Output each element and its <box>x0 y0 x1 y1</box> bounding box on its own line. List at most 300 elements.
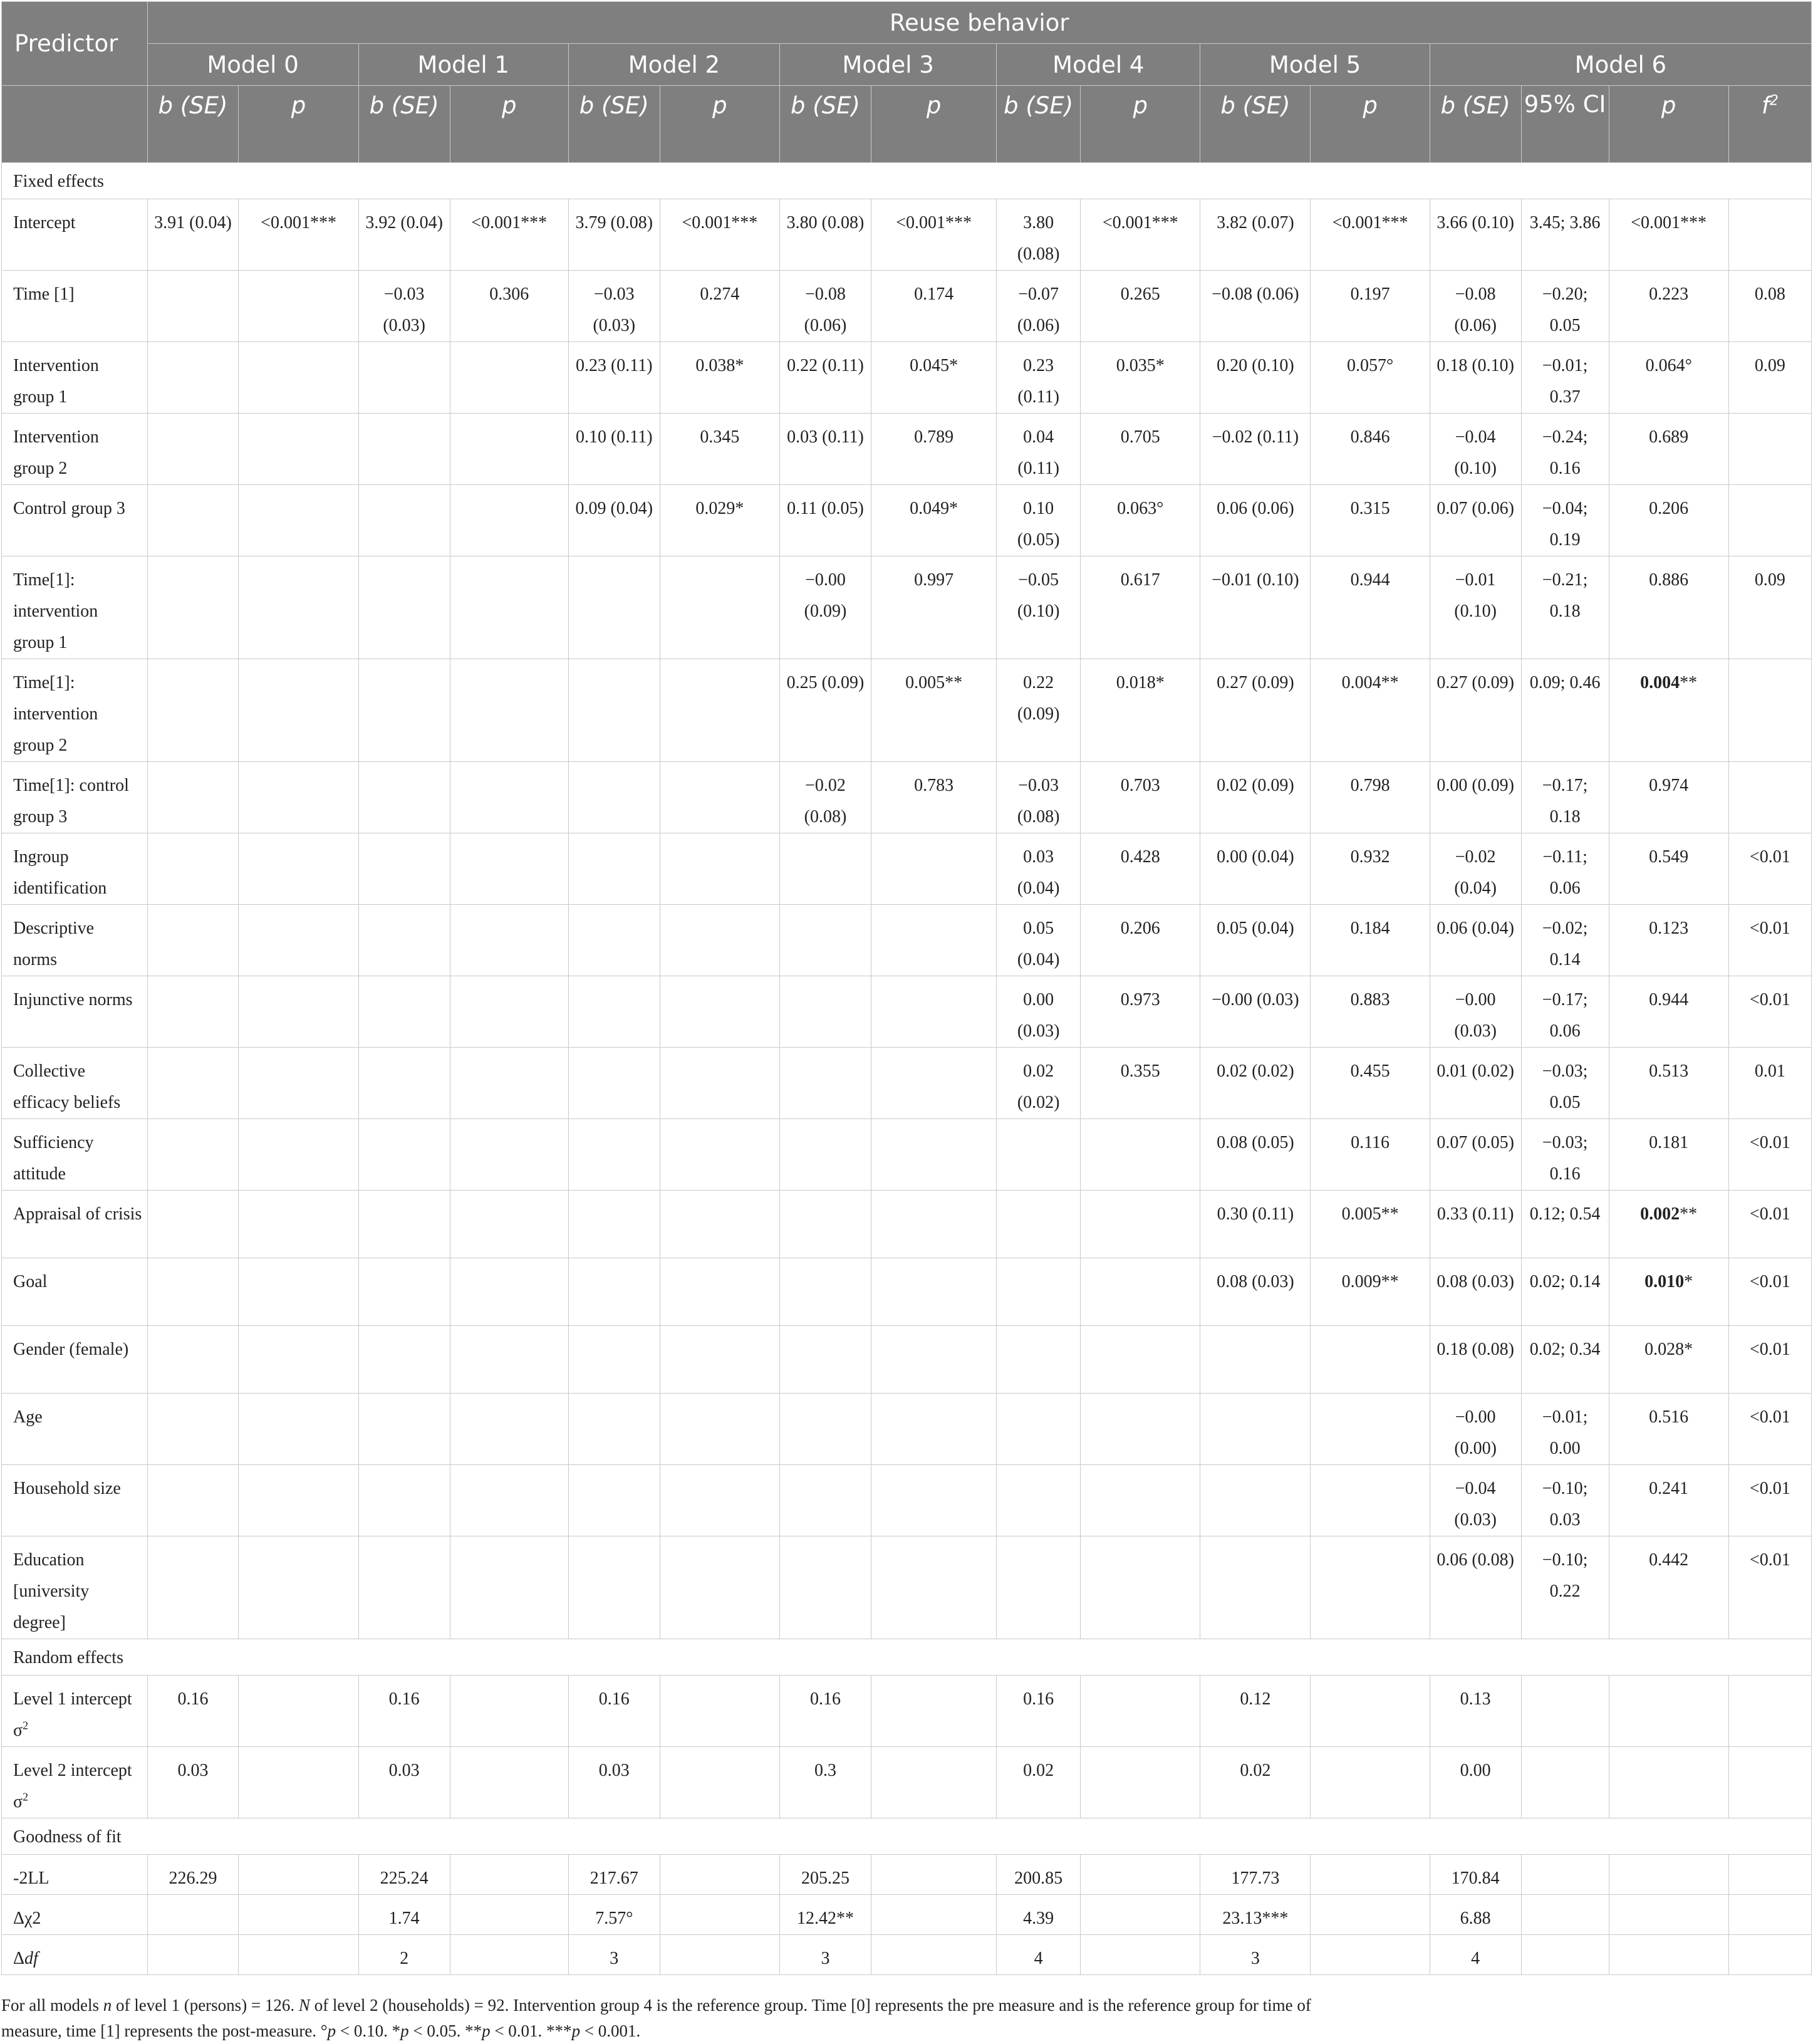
table-cell: −0.02 (0.04) <box>1430 833 1521 905</box>
table-cell <box>450 485 568 556</box>
table-cell: 0.944 <box>1311 556 1430 659</box>
table-row <box>2 659 1812 762</box>
table-cell <box>871 976 996 1048</box>
predictor-name: Goal <box>2 1258 148 1326</box>
table-cell: −0.00 (0.09) <box>780 556 871 659</box>
table-row <box>2 905 1812 976</box>
table-cell: 0.045* <box>871 342 996 414</box>
table-cell: −0.02 (0.11) <box>1200 414 1311 485</box>
table-cell: 0.09 <box>1728 556 1811 659</box>
table-cell <box>568 556 660 659</box>
table-cell <box>1081 1747 1200 1818</box>
table-cell <box>871 1394 996 1465</box>
table-cell: 0.274 <box>660 271 779 342</box>
section-row <box>2 163 1812 199</box>
table-cell: <0.001*** <box>239 199 358 271</box>
table-cell <box>568 1258 660 1326</box>
table-cell <box>660 762 779 833</box>
table-cell: 0.16 <box>568 1676 660 1747</box>
table-cell <box>1200 1326 1311 1394</box>
table-cell <box>660 1394 779 1465</box>
table-row <box>2 342 1812 414</box>
table-cell <box>1311 1465 1430 1536</box>
table-cell <box>147 833 239 905</box>
table-cell <box>1081 1191 1200 1258</box>
table-cell <box>358 905 450 976</box>
table-row <box>2 1048 1812 1119</box>
model-header: Model 6 <box>1430 44 1811 86</box>
table-cell: 0.005** <box>1311 1191 1430 1258</box>
table-row <box>2 1258 1812 1326</box>
table-cell <box>568 1191 660 1258</box>
table-cell: 12.42** <box>780 1895 871 1935</box>
table-cell: −0.10; 0.03 <box>1521 1465 1609 1536</box>
table-cell <box>871 1895 996 1935</box>
table-cell: −0.24; 0.16 <box>1521 414 1609 485</box>
table-cell: −0.00 (0.03) <box>1200 976 1311 1048</box>
table-cell: 226.29 <box>147 1855 239 1895</box>
table-cell <box>239 833 358 905</box>
table-cell <box>239 1119 358 1191</box>
predictor-name: Time[1]: control group 3 <box>2 762 148 833</box>
table-cell: 3.80 (0.08) <box>997 199 1081 271</box>
table-cell <box>1311 1326 1430 1394</box>
table-cell <box>660 1191 779 1258</box>
table-cell: 0.265 <box>1081 271 1200 342</box>
model-header: Model 1 <box>358 44 568 86</box>
table-cell: 0.174 <box>871 271 996 342</box>
table-cell: 0.20 (0.10) <box>1200 342 1311 414</box>
table-cell: 0.516 <box>1609 1394 1728 1465</box>
b-se-header: b (SE) <box>997 86 1081 163</box>
section-row <box>2 1639 1812 1676</box>
section-label: Random effects <box>2 1639 1812 1676</box>
table-footnote <box>1 1993 1812 2044</box>
table-cell <box>871 1465 996 1536</box>
table-cell: 6.88 <box>1430 1895 1521 1935</box>
table-cell: 0.02; 0.14 <box>1521 1258 1609 1326</box>
table-cell <box>997 1258 1081 1326</box>
table-cell <box>450 1258 568 1326</box>
table-cell: 0.345 <box>660 414 779 485</box>
table-cell <box>450 1855 568 1895</box>
table-cell: 4 <box>997 1935 1081 1975</box>
table-cell <box>147 1119 239 1191</box>
table-cell <box>239 1855 358 1895</box>
table-cell: 0.13 <box>1430 1676 1521 1747</box>
table-cell <box>780 1258 871 1326</box>
table-row <box>2 762 1812 833</box>
table-cell <box>871 1191 996 1258</box>
table-cell: −0.01; 0.37 <box>1521 342 1609 414</box>
model-header: Model 3 <box>780 44 997 86</box>
results-table-container <box>1 1 1812 1975</box>
table-cell: 0.057° <box>1311 342 1430 414</box>
table-cell: 3.45; 3.86 <box>1521 199 1609 271</box>
table-cell <box>239 1465 358 1536</box>
table-cell: −0.08 (0.06) <box>1200 271 1311 342</box>
table-cell <box>871 905 996 976</box>
section-label: Goodness of fit <box>2 1818 1812 1855</box>
table-cell <box>450 1747 568 1818</box>
table-cell <box>660 1676 779 1747</box>
table-cell: 0.004** <box>1609 659 1728 762</box>
table-cell: 0.23 (0.11) <box>568 342 660 414</box>
table-cell: 0.02 <box>1200 1747 1311 1818</box>
table-cell: −0.00 (0.00) <box>1430 1394 1521 1465</box>
table-cell: −0.08 (0.06) <box>780 271 871 342</box>
table-cell <box>660 1895 779 1935</box>
table-cell <box>568 1536 660 1639</box>
table-cell: 0.03 (0.04) <box>997 833 1081 905</box>
table-cell: <0.001*** <box>660 199 779 271</box>
b-se-header: b (SE) <box>147 86 239 163</box>
table-cell: 0.18 (0.10) <box>1430 342 1521 414</box>
table-cell: 0.10 (0.05) <box>997 485 1081 556</box>
table-cell <box>568 1048 660 1119</box>
table-cell: 0.02 (0.02) <box>1200 1048 1311 1119</box>
table-cell: <0.01 <box>1728 1326 1811 1394</box>
table-cell <box>660 1326 779 1394</box>
table-cell: 0.30 (0.11) <box>1200 1191 1311 1258</box>
table-cell: −0.03; 0.16 <box>1521 1119 1609 1191</box>
table-cell: 0.010* <box>1609 1258 1728 1326</box>
table-cell: −0.17; 0.18 <box>1521 762 1609 833</box>
table-cell: 0.428 <box>1081 833 1200 905</box>
table-cell <box>568 976 660 1048</box>
table-cell <box>997 1191 1081 1258</box>
table-cell: 0.22 (0.11) <box>780 342 871 414</box>
table-cell <box>871 833 996 905</box>
table-cell: −0.03 (0.03) <box>358 271 450 342</box>
table-cell: 0.513 <box>1609 1048 1728 1119</box>
table-cell <box>1728 485 1811 556</box>
table-cell: <0.01 <box>1728 976 1811 1048</box>
table-cell <box>1081 1536 1200 1639</box>
predictor-subheader-empty <box>2 86 148 163</box>
table-cell: 0.206 <box>1609 485 1728 556</box>
table-cell <box>1728 1676 1811 1747</box>
table-cell: 0.038* <box>660 342 779 414</box>
table-cell <box>450 1676 568 1747</box>
table-cell <box>997 1394 1081 1465</box>
table-row <box>2 1935 1812 1975</box>
table-row <box>2 976 1812 1048</box>
table-cell <box>1521 1676 1609 1747</box>
table-cell <box>1521 1747 1609 1818</box>
table-cell: 3.80 (0.08) <box>780 199 871 271</box>
table-cell: 0.3 <box>780 1747 871 1818</box>
predictor-name: Appraisal of crisis <box>2 1191 148 1258</box>
table-cell: 3 <box>1200 1935 1311 1975</box>
table-cell: 3 <box>780 1935 871 1975</box>
table-cell: <0.001*** <box>871 199 996 271</box>
table-cell <box>358 1536 450 1639</box>
table-cell <box>1081 1935 1200 1975</box>
table-cell: <0.01 <box>1728 1119 1811 1191</box>
table-cell: 0.02 <box>997 1747 1081 1818</box>
table-cell <box>239 976 358 1048</box>
table-cell <box>1728 199 1811 271</box>
table-cell <box>450 556 568 659</box>
table-cell <box>450 976 568 1048</box>
table-cell: 200.85 <box>997 1855 1081 1895</box>
table-cell: −0.07 (0.06) <box>997 271 1081 342</box>
table-cell: 0.25 (0.09) <box>780 659 871 762</box>
table-cell: 0.442 <box>1609 1536 1728 1639</box>
table-cell <box>358 1465 450 1536</box>
table-cell: 0.241 <box>1609 1465 1728 1536</box>
table-cell <box>780 1191 871 1258</box>
table-row <box>2 485 1812 556</box>
table-cell <box>147 1465 239 1536</box>
table-cell <box>780 1394 871 1465</box>
table-cell <box>450 414 568 485</box>
table-cell: 0.455 <box>1311 1048 1430 1119</box>
table-cell <box>1728 1747 1811 1818</box>
table-cell <box>780 1326 871 1394</box>
table-cell <box>568 1119 660 1191</box>
table-cell <box>1311 1895 1430 1935</box>
table-row <box>2 1119 1812 1191</box>
table-cell <box>239 1394 358 1465</box>
table-row <box>2 1676 1812 1747</box>
table-cell: <0.01 <box>1728 833 1811 905</box>
table-cell <box>1521 1895 1609 1935</box>
table-cell <box>780 1119 871 1191</box>
table-cell <box>358 659 450 762</box>
table-cell: 0.06 (0.06) <box>1200 485 1311 556</box>
table-cell: <0.001*** <box>1081 199 1200 271</box>
table-cell: 0.00 (0.09) <box>1430 762 1521 833</box>
table-cell: −0.20; 0.05 <box>1521 271 1609 342</box>
table-cell: 0.974 <box>1609 762 1728 833</box>
table-cell <box>358 342 450 414</box>
table-cell: 3.92 (0.04) <box>358 199 450 271</box>
table-cell: 3.79 (0.08) <box>568 199 660 271</box>
predictor-header: Predictor <box>2 2 148 86</box>
table-cell: 0.00 <box>1430 1747 1521 1818</box>
table-cell: 0.05 (0.04) <box>997 905 1081 976</box>
table-cell: 0.798 <box>1311 762 1430 833</box>
table-cell: <0.001*** <box>1609 199 1728 271</box>
table-cell: 3.66 (0.10) <box>1430 199 1521 271</box>
table-cell <box>147 1935 239 1975</box>
table-cell <box>871 1326 996 1394</box>
table-cell <box>568 1394 660 1465</box>
table-cell <box>871 1536 996 1639</box>
model-header: Model 5 <box>1200 44 1430 86</box>
table-cell <box>239 414 358 485</box>
table-cell <box>450 1536 568 1639</box>
table-cell: <0.01 <box>1728 1536 1811 1639</box>
table-cell: −0.04 (0.03) <box>1430 1465 1521 1536</box>
table-cell: 0.789 <box>871 414 996 485</box>
table-cell <box>1521 1935 1609 1975</box>
table-body <box>2 163 1812 1975</box>
table-cell: 0.029* <box>660 485 779 556</box>
table-cell <box>1081 1855 1200 1895</box>
predictor-name: Gender (female) <box>2 1326 148 1394</box>
table-cell <box>239 556 358 659</box>
table-cell <box>660 1119 779 1191</box>
model-header: Model 0 <box>147 44 358 86</box>
table-cell <box>997 1465 1081 1536</box>
b-se-header: b (SE) <box>1430 86 1521 163</box>
predictor-name: Control group 3 <box>2 485 148 556</box>
table-cell: −0.04; 0.19 <box>1521 485 1609 556</box>
table-cell: 0.886 <box>1609 556 1728 659</box>
table-cell <box>660 1935 779 1975</box>
table-cell <box>780 1536 871 1639</box>
table-cell: 0.049* <box>871 485 996 556</box>
table-cell <box>780 833 871 905</box>
predictor-name: Time [1] <box>2 271 148 342</box>
table-cell: 0.063° <box>1081 485 1200 556</box>
table-row <box>2 1326 1812 1394</box>
table-cell <box>660 659 779 762</box>
table-cell: 0.689 <box>1609 414 1728 485</box>
table-cell: 0.705 <box>1081 414 1200 485</box>
table-cell <box>1200 1536 1311 1639</box>
table-row <box>2 1394 1812 1465</box>
table-cell <box>450 905 568 976</box>
table-cell: 7.57° <box>568 1895 660 1935</box>
predictor-name: Intercept <box>2 199 148 271</box>
predictor-name: Intervention group 1 <box>2 342 148 414</box>
table-cell: 0.944 <box>1609 976 1728 1048</box>
predictor-name: Level 1 intercept $\sigma^2$ <box>2 1676 148 1747</box>
table-cell <box>1081 1676 1200 1747</box>
table-cell: 0.07 (0.06) <box>1430 485 1521 556</box>
table-cell: 0.06 (0.08) <box>1430 1536 1521 1639</box>
table-cell <box>147 1326 239 1394</box>
footnote-line-2: measure, time [1] represents the post-measure. °p < 0.10. *p < 0.05. **p < 0.01. ***p < 0.001. <box>1 2021 641 2040</box>
table-cell <box>358 556 450 659</box>
table-cell <box>450 1465 568 1536</box>
table-cell: <0.01 <box>1728 905 1811 976</box>
table-cell <box>660 905 779 976</box>
table-cell: 0.197 <box>1311 271 1430 342</box>
table-cell <box>871 1048 996 1119</box>
b-se-header: b (SE) <box>358 86 450 163</box>
table-cell: −0.01 (0.10) <box>1430 556 1521 659</box>
table-cell <box>239 1048 358 1119</box>
table-cell: 0.883 <box>1311 976 1430 1048</box>
table-cell: 0.932 <box>1311 833 1430 905</box>
predictor-name: Household size <box>2 1465 148 1536</box>
table-cell: −0.08 (0.06) <box>1430 271 1521 342</box>
table-cell <box>1081 1326 1200 1394</box>
table-cell: 0.03 (0.11) <box>780 414 871 485</box>
table-cell: 23.13*** <box>1200 1895 1311 1935</box>
table-cell <box>568 659 660 762</box>
model-header: Model 2 <box>568 44 779 86</box>
table-cell: 225.24 <box>358 1855 450 1895</box>
table-cell <box>1609 1935 1728 1975</box>
table-cell: 205.25 <box>780 1855 871 1895</box>
table-cell: 0.973 <box>1081 976 1200 1048</box>
table-cell: 0.03 <box>568 1747 660 1818</box>
table-cell: 0.355 <box>1081 1048 1200 1119</box>
table-cell: 0.617 <box>1081 556 1200 659</box>
table-cell: 0.997 <box>871 556 996 659</box>
table-cell: 0.09 <box>1728 342 1811 414</box>
table-cell: 0.09; 0.46 <box>1521 659 1609 762</box>
table-cell <box>147 485 239 556</box>
table-cell: 3.91 (0.04) <box>147 199 239 271</box>
table-cell <box>239 1747 358 1818</box>
table-cell <box>239 1258 358 1326</box>
table-cell: <0.001*** <box>450 199 568 271</box>
table-cell <box>1081 1394 1200 1465</box>
table-cell: 0.16 <box>358 1676 450 1747</box>
table-cell: 0.009** <box>1311 1258 1430 1326</box>
table-cell <box>358 1394 450 1465</box>
table-cell: <0.001*** <box>1311 199 1430 271</box>
table-cell: 4.39 <box>997 1895 1081 1935</box>
table-cell <box>1728 1855 1811 1895</box>
table-cell: 3.82 (0.07) <box>1200 199 1311 271</box>
table-cell <box>147 1191 239 1258</box>
table-cell: −0.17; 0.06 <box>1521 976 1609 1048</box>
table-cell <box>358 976 450 1048</box>
table-cell: 0.33 (0.11) <box>1430 1191 1521 1258</box>
table-cell: <0.01 <box>1728 1191 1811 1258</box>
table-cell <box>871 1747 996 1818</box>
table-row <box>2 1747 1812 1818</box>
table-cell <box>358 485 450 556</box>
table-cell <box>660 1465 779 1536</box>
table-cell: 4 <box>1430 1935 1521 1975</box>
table-cell <box>147 1258 239 1326</box>
table-cell <box>1311 1747 1430 1818</box>
results-table <box>1 1 1812 1975</box>
table-header <box>2 2 1812 163</box>
table-cell: 0.22 (0.09) <box>997 659 1081 762</box>
table-cell: 0.03 <box>147 1747 239 1818</box>
predictor-name: Level 2 intercept $\sigma^2$ <box>2 1747 148 1818</box>
table-cell: −0.00 (0.03) <box>1430 976 1521 1048</box>
predictor-name: Collective efficacy beliefs <box>2 1048 148 1119</box>
table-cell <box>450 1191 568 1258</box>
table-cell: 0.02 (0.09) <box>1200 762 1311 833</box>
table-cell <box>239 485 358 556</box>
table-row <box>2 1465 1812 1536</box>
table-cell <box>147 271 239 342</box>
table-cell <box>450 1119 568 1191</box>
table-cell: 0.018* <box>1081 659 1200 762</box>
table-cell: −0.03; 0.05 <box>1521 1048 1609 1119</box>
table-cell <box>450 1326 568 1394</box>
table-cell: −0.10; 0.22 <box>1521 1536 1609 1639</box>
table-cell: <0.01 <box>1728 1394 1811 1465</box>
table-cell <box>358 414 450 485</box>
table-cell: 170.84 <box>1430 1855 1521 1895</box>
table-cell <box>450 659 568 762</box>
table-cell <box>660 1536 779 1639</box>
predictor-name: Intervention group 2 <box>2 414 148 485</box>
table-cell <box>568 1465 660 1536</box>
table-cell: 0.02 (0.02) <box>997 1048 1081 1119</box>
table-cell <box>358 1191 450 1258</box>
table-cell <box>1609 1855 1728 1895</box>
table-cell <box>871 1119 996 1191</box>
table-cell: 0.18 (0.08) <box>1430 1326 1521 1394</box>
table-cell: 1.74 <box>358 1895 450 1935</box>
table-cell: <0.01 <box>1728 1258 1811 1326</box>
table-cell <box>147 1895 239 1935</box>
